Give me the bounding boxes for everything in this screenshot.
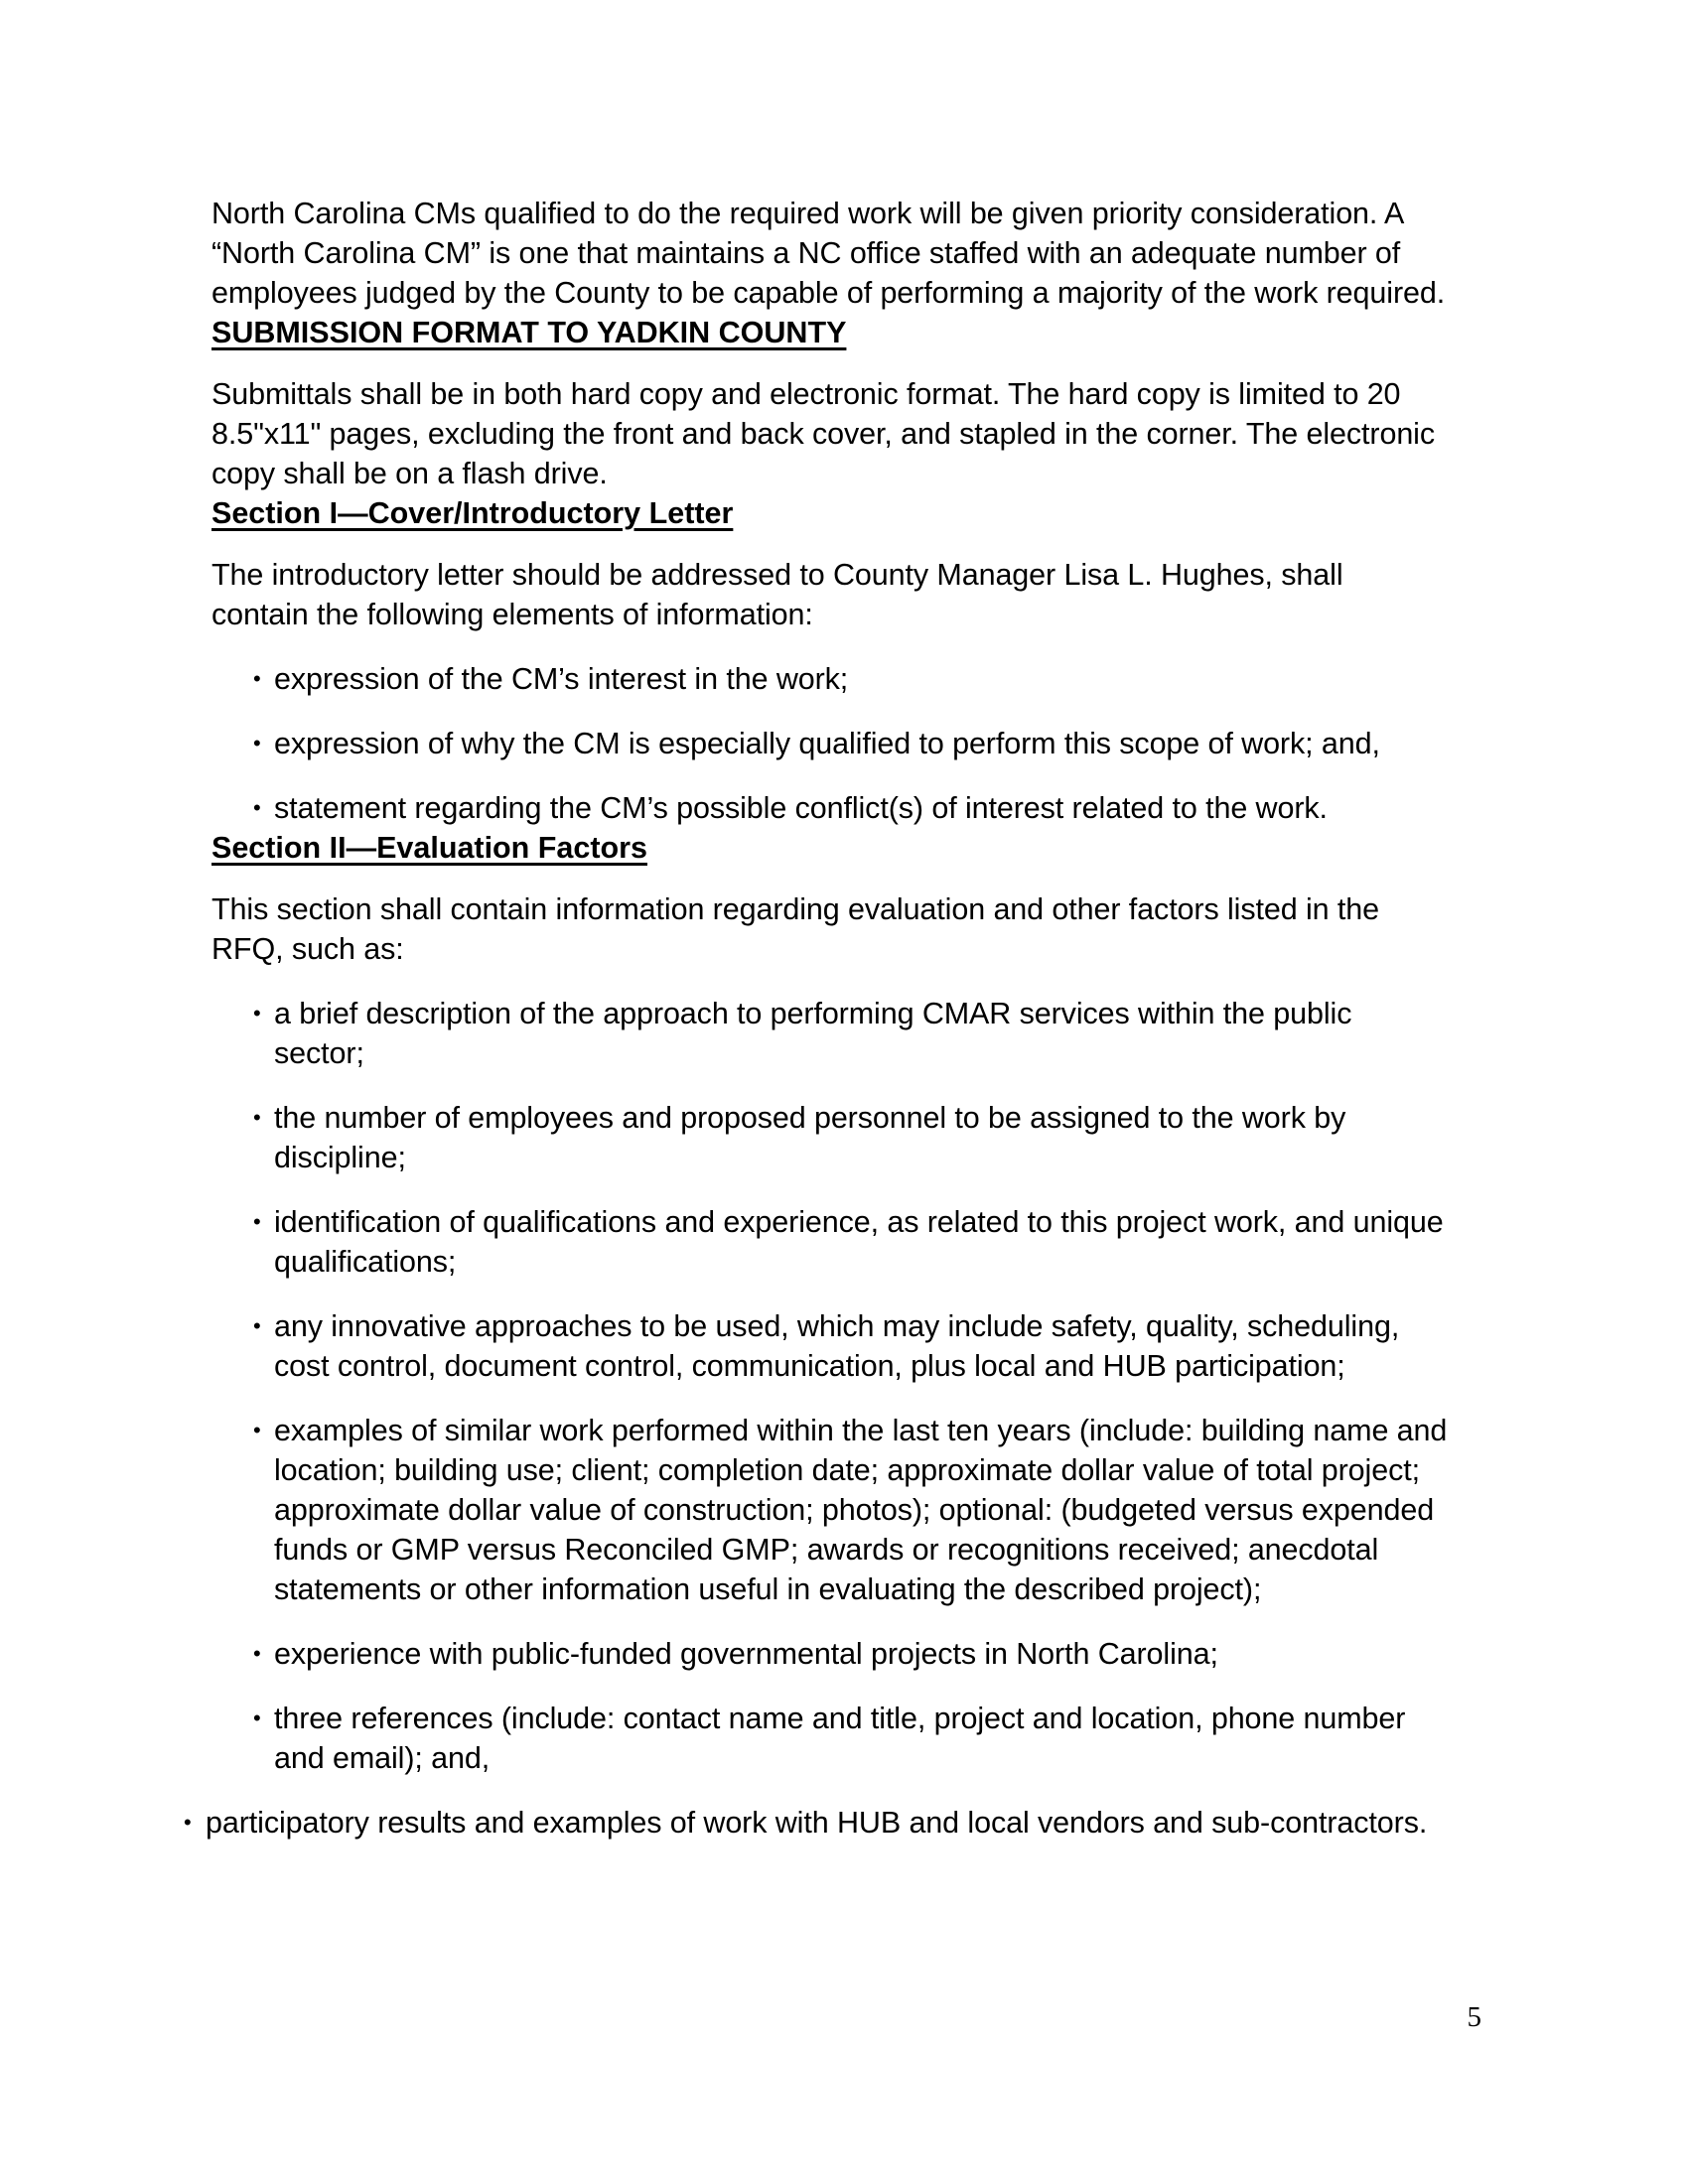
section-heading-text: Section I—Cover/Introductory Letter	[211, 496, 734, 530]
section-ii-paragraph: This section shall contain information regarding evaluation and other factors listed in the RFQ, such as:	[211, 892, 1379, 966]
bullet-icon: •	[253, 1105, 261, 1130]
bullet-icon: •	[253, 1313, 261, 1338]
list-item	[211, 1699, 1448, 1778]
list-item-text: a brief description of the approach to performing CMAR services within the public sector;	[274, 997, 1352, 1070]
page-content	[184, 194, 1448, 1843]
list-item-final	[172, 1803, 1448, 1843]
section-i-bullet-list	[211, 659, 1448, 828]
list-item-text: the number of employees and proposed personnel to be assigned to the work by discipline;	[274, 1101, 1346, 1174]
list-item-text: experience with public-funded governmental projects in North Carolina;	[274, 1637, 1218, 1671]
list-item-text: expression of why the CM is especially qualified to perform this scope of work; and,	[274, 727, 1380, 760]
list-item	[211, 1411, 1448, 1609]
section-heading-text: SUBMISSION FORMAT TO YADKIN COUNTY	[211, 316, 847, 349]
page-number: 5	[1467, 2001, 1481, 2033]
bullet-icon: •	[184, 1810, 192, 1835]
bullet-icon: •	[253, 666, 261, 691]
list-item	[211, 1306, 1448, 1386]
list-item	[211, 724, 1448, 763]
intro-paragraph: North Carolina CMs qualified to do the required work will be given priority consideration. A “North Carolina CM” is one that maintains a NC office staffed with an adequate number of employees judged by the County to be capable of performing a majority of the work required.	[211, 197, 1446, 310]
list-item-text: statement regarding the CM’s possible conflict(s) of interest related to the work.	[274, 791, 1328, 825]
list-item	[211, 659, 1448, 699]
bullet-icon: •	[253, 1706, 261, 1730]
list-item-text: examples of similar work performed within the last ten years (include: building name and location; building use; client; completion date; approximate dollar value of total project; approximate dollar value of construction; photos); optional: (budgeted versus expended funds or GMP versus Reconciled GMP; awards or recognitions received; anecdotal statements or other information useful in evaluating the described project);	[274, 1414, 1448, 1606]
section-i-paragraph: The introductory letter should be addressed to County Manager Lisa L. Hughes, shall contain the following elements of information:	[211, 558, 1343, 631]
list-item	[211, 994, 1448, 1073]
section-heading-submission-format	[211, 313, 1448, 352]
bullet-icon: •	[253, 795, 261, 820]
bullet-icon: •	[253, 1641, 261, 1666]
list-item-text: identification of qualifications and experience, as related to this project work, and unique qualifications;	[274, 1205, 1444, 1279]
bullet-icon: •	[253, 731, 261, 755]
list-item	[211, 1202, 1448, 1282]
bullet-icon: •	[253, 1001, 261, 1025]
bullet-icon: •	[253, 1209, 261, 1234]
section-ii-bullet-list	[211, 994, 1448, 1778]
submission-format-paragraph: Submittals shall be in both hard copy and electronic format. The hard copy is limited to 20 8.5"x11" pages, excluding the front and back cover, and stapled in the corner. The electronic copy shall be on a flash drive.	[211, 377, 1436, 490]
list-item-text: any innovative approaches to be used, which may include safety, quality, scheduling, cost control, document control, communication, plus local and HUB participation;	[274, 1309, 1400, 1383]
section-heading-text: Section II—Evaluation Factors	[211, 831, 647, 865]
list-item	[211, 1634, 1448, 1674]
section-heading-section-i	[211, 493, 1448, 533]
list-item-text: expression of the CM’s interest in the work;	[274, 662, 849, 696]
list-item-text: three references (include: contact name and title, project and location, phone number and email); and,	[274, 1702, 1406, 1775]
bullet-icon: •	[253, 1418, 261, 1442]
list-item-text: participatory results and examples of work with HUB and local vendors and sub-contractors.	[206, 1806, 1428, 1840]
section-heading-section-ii	[211, 828, 1448, 868]
list-item	[211, 788, 1448, 828]
list-item	[211, 1098, 1448, 1177]
